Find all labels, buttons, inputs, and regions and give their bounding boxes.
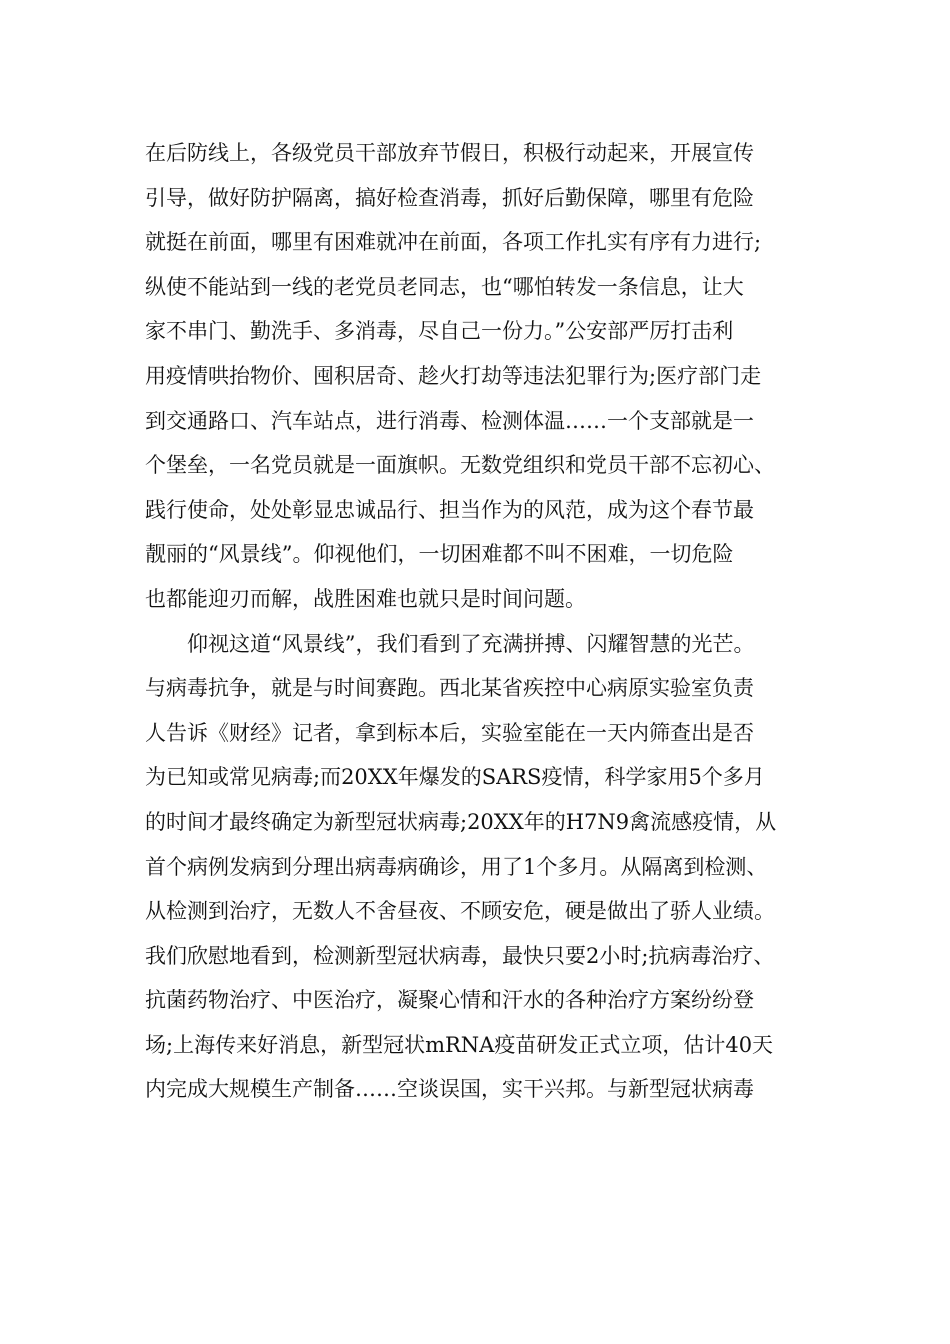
text-line: 家不串门、勤洗手、多消毒，尽自己一份力。”公安部严厉打击利 bbox=[145, 319, 734, 344]
text-line: 内完成大规模生产制备……空谈误国，实干兴邦。与新型冠状病毒 bbox=[145, 1077, 754, 1102]
text-line: 用疫情哄抬物价、囤积居奇、趁火打劫等违法犯罪行为;医疗部门走 bbox=[145, 363, 762, 388]
paragraph-1 bbox=[145, 131, 835, 622]
text-line: 场;上海传来好消息，新型冠状mRNA疫苗研发正式立项，估计40天 bbox=[145, 1032, 774, 1057]
text-line: 到交通路口、汽车站点，进行消毒、检测体温……一个支部就是一 bbox=[145, 408, 754, 433]
text-line: 就挺在前面，哪里有困难就冲在前面，各项工作扎实有序有力进行; bbox=[145, 230, 762, 255]
text-line: 在后防线上，各级党员干部放弃节假日，积极行动起来，开展宣传 bbox=[145, 141, 754, 165]
text-line: 抗菌药物治疗、中医治疗，凝聚心情和汗水的各种治疗方案纷纷登 bbox=[145, 988, 754, 1013]
document-body bbox=[145, 131, 835, 1112]
text-line: 人告诉《财经》记者，拿到标本后，实验室能在一天内筛查出是否 bbox=[145, 720, 754, 745]
text-line: 为已知或常见病毒;而20XX年爆发的SARS疫情，科学家用5个多月 bbox=[145, 765, 765, 790]
text-line: 践行使命，处处彰显忠诚品行、担当作为的风范，成为这个春节最 bbox=[145, 497, 754, 522]
text-line: 与病毒抗争，就是与时间赛跑。西北某省疾控中心病原实验室负责 bbox=[145, 676, 754, 701]
paragraph-2 bbox=[145, 622, 835, 1113]
text-line: 仰视这道“风景线”，我们看到了充满拼搏、闪耀智慧的光芒。 bbox=[187, 631, 755, 656]
text-line: 首个病例发病到分理出病毒病确诊，用了1个多月。从隔离到检测、 bbox=[145, 854, 768, 879]
text-line: 靓丽的“风景线”。仰视他们，一切困难都不叫不困难，一切危险 bbox=[145, 542, 734, 567]
text-line: 从检测到治疗，无数人不舍昼夜、不顾安危，硬是做出了骄人业绩。 bbox=[145, 899, 775, 924]
text-line: 纵使不能站到一线的老党员老同志，也“哪怕转发一条信息，让大 bbox=[145, 274, 744, 299]
text-line: 个堡垒，一名党员就是一面旗帜。无数党组织和党员干部不忘初心、 bbox=[145, 453, 775, 478]
text-line: 我们欣慰地看到，检测新型冠状病毒，最快只要2小时;抗病毒治疗、 bbox=[145, 943, 775, 968]
text-line: 也都能迎刃而解，战胜困难也就只是时间问题。 bbox=[145, 586, 586, 611]
text-line: 引导，做好防护隔离，搞好检查消毒，抓好后勤保障，哪里有危险 bbox=[145, 185, 754, 210]
text-line: 的时间才最终确定为新型冠状病毒;20XX年的H7N9禽流感疫情，从 bbox=[145, 809, 777, 834]
